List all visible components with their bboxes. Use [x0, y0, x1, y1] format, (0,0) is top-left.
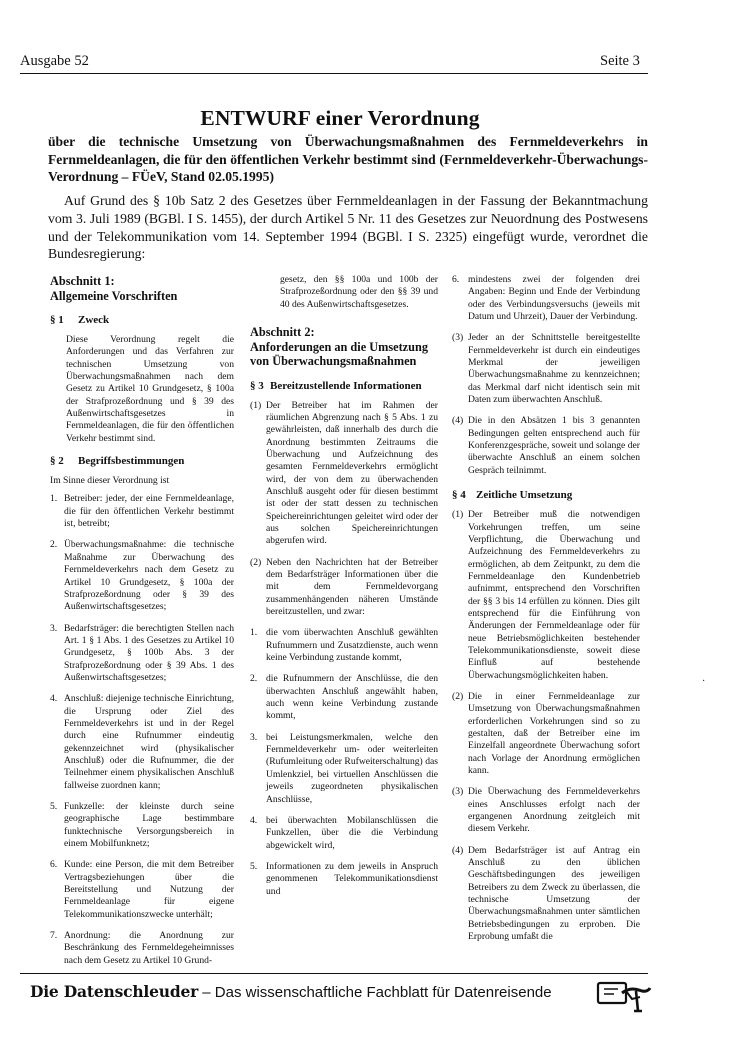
subsection-number: (3) — [452, 786, 464, 798]
item-number: 6. — [50, 859, 58, 871]
subsection-3 — [452, 786, 640, 835]
item-number: 7. — [50, 930, 58, 942]
ccc-chaosknoten-icon — [596, 977, 652, 1022]
subsection-text: Die Überwachung des Fernmeldeverkehrs eines Anschlusses erfolgt nach der ergangenen Anordnung zeitgleich mit diesem Verkehr. — [468, 786, 640, 835]
preamble: Auf Grund des § 10b Satz 2 des Gesetzes über Fernmeldeanlagen in der Fassung der Bekanntmachung vom 3. Juli 1989 (BGBl. I S. 1455), der durch Artikel 5 Nr. 11 des Gesetzes zur Neuordnung des Postwesens und der Telekommunikation vom 14. September 1994 (BGBl. I S. 2325) eingefügt wurde, verordnet die Bundesregierung: — [48, 193, 648, 262]
paragraph-title: Bereitzustellende Informationen — [270, 379, 422, 392]
item-text: bei überwachten Mobilanschlüssen die Funkzellen, über die die Verbindung abgewickelt wird, — [266, 814, 438, 851]
paragraph-title: Zeitliche Umsetzung — [476, 489, 573, 502]
item-number: 6. — [452, 274, 460, 285]
list-item — [250, 861, 438, 898]
list-item — [50, 801, 234, 850]
item-text: die vom überwachten Anschluß gewählten Rufnummern und Zusatzdienste, auch wenn keine Verbindung zustande kommt, — [266, 627, 438, 664]
list-item — [250, 732, 438, 806]
item-number: 4. — [50, 693, 58, 705]
subsection-number: (2) — [452, 690, 464, 702]
subsection-text: Jeder an der Schnittstelle bereitgestellte Fernmeldeverkehr ist durch ein eindeutiges Merkmal der jeweiligen Überwachungsmaßnahme zu kennzeichnen; das Merkmal darf nicht identisch sein mit Daten zum überwachten Anschluß. — [468, 332, 640, 406]
item-text: Anschluß: diejenige technische Einrichtung, die Ursprung oder Ziel des Fernmeldeverkehrs ist und in der Regel durch eine Rufnummer eindeutig gekennzeichnet wird (physikalischer Anschluß) oder die Rufnummer, die der Teilnehmer einem physikalischen Anschluß fallweise zuordnen kann; — [64, 693, 234, 791]
subsection-text: Dem Bedarfsträger ist auf Antrag ein Anschluß zu den üblichen Geschäftsbedingungen des jeweiligen Betreibers zu dem Zweck zu überlassen, die technische Umsetzung der Überwachungsmaßnahmen unter sämtlichen Betriebsbedingungen zu erproben. Die Erprobung umfaßt die — [468, 844, 640, 943]
paragraph-number: § 4 — [452, 489, 466, 502]
item-number: 3. — [250, 731, 258, 743]
list-item — [50, 493, 234, 530]
subsection-text: Der Betreiber hat im Rahmen der räumlichen Abgrenzung nach § 5 Abs. 1 zu gewährleisten, daß innerhalb des durch die Anordnung bestimmten Zeitraums die Überwachung und Aufzeichnung des gesamten Fernmeldeverkehrs ermöglicht wird, der von dem zu überwachenden Anschluß ausgeht oder für diesen bestimmt ist oder der statt dessen zu technischen Speichereinrichtungen geleitet wird oder der aus solchen Speichereinrichtungen abgerufen wird. — [266, 399, 438, 547]
item-number: 2. — [250, 673, 258, 685]
margin-mark: · — [702, 676, 706, 687]
section-2-heading — [250, 325, 438, 369]
footer-tagline: – Das wissenschaftliche Fachblatt für Datenreisende — [198, 984, 552, 1001]
paragraph-title: Begriffsbestimmungen — [78, 455, 185, 468]
paragraph-number: § 1 — [50, 314, 64, 326]
subsection-number: (4) — [452, 415, 464, 427]
item-number: 3. — [50, 622, 58, 634]
item-text: mindestens zwei der folgenden drei Angaben: Beginn und Ende der Verbindung oder des Verbindungsversuchs (jeweils mit Datum und Uhrzeit), Dauer der Verbindung. — [468, 274, 640, 323]
paragraph-4-heading — [452, 489, 640, 502]
paragraph-2-lead: Im Sinne dieser Verordnung ist — [50, 475, 170, 487]
subsection-text: Der Betreiber muß die notwendigen Vorkehrungen treffen, um seine Verpflichtung, die Überwachung und Aufzeichnung des Fernmeldeverkehrs zu ermöglichen, ab dem Zeitpunkt, zu dem die Fernmeldeanlage den Kundenbetrieb aufnimmt, entsprechend den Vorschriften der §§ 3 bis 14 erfüllen zu können. Dies gilt entsprechend für die Einführung von Änderungen der Fernmeldeanlage oder für neue Betriebsmöglichkeiten bestehender Telekommunikationsdienste, soweit diese Einfluß auf bestehende Überwachungsmöglichkeiten haben. — [468, 509, 640, 681]
list-item — [50, 859, 234, 921]
section-2-number: Abschnitt 2: — [250, 325, 315, 340]
subsection-text: Die in den Absätzen 1 bis 3 genannten Bedingungen gelten entsprechend auch für Konferenzgespräche, soweit und solange der überwachte Anschluß an einem solchen Gespräch teilnimmt. — [468, 415, 640, 476]
column-3 — [452, 274, 640, 953]
list-item — [250, 815, 438, 852]
subsection-1 — [250, 400, 438, 548]
item-number: 2. — [50, 539, 58, 551]
item-text: Informationen zu dem jeweils in Anspruch genommenen Telekommunikationsdienst und — [266, 860, 438, 897]
subsection-2 — [250, 557, 438, 619]
subsection-3 — [452, 332, 640, 406]
paragraph-title: Zweck — [78, 314, 110, 326]
subsection-number: (3) — [452, 332, 464, 344]
list-item — [50, 539, 234, 613]
paragraph-1-heading — [50, 314, 234, 327]
subsection-4 — [452, 845, 640, 944]
paragraph-2-heading — [50, 455, 234, 468]
edition-label: Ausgabe 52 — [20, 53, 89, 69]
document-subtitle: über die technische Umsetzung von Überwachungsmaßnahmen des Fernmeldeverkehrs in Fernmeldeanlagen, die für den öffentlichen Verkehr bestimmt sind (Fernmeldeverkehr-Überwachungs-Verordnung – FÜeV, Stand 02.05.1995) — [48, 134, 648, 184]
list-item — [50, 930, 234, 967]
list-item — [250, 673, 438, 722]
section-1-number: Abschnitt 1: — [50, 274, 115, 288]
document-title: ENTWURF einer Verordnung — [200, 106, 480, 130]
page-number: Seite 3 — [600, 53, 640, 69]
subsection-number: (1) — [250, 399, 262, 411]
definitions-list — [50, 493, 234, 967]
footer — [30, 982, 552, 1002]
item-number: 5. — [50, 801, 58, 812]
paragraph-number: § 3 — [250, 379, 264, 392]
paragraph-number: § 2 — [50, 455, 64, 468]
list-item — [452, 274, 640, 323]
item-number: 4. — [250, 814, 258, 826]
item-text: Betreiber: jeder, der eine Fernmeldeanlage, die für den öffentlichen Verkehr bestimmt ist, betreibt; — [64, 493, 234, 530]
section-1-title: Allgemeine Vorschriften — [50, 288, 178, 303]
list-item — [50, 623, 234, 685]
logo-graphic — [596, 977, 652, 1017]
subsection-text: Neben den Nachrichten hat der Betreiber dem Bedarfsträger Informationen über die mit dem Fernmeldevorgang zusammenhängenden näheren Umstände bereitzustellen, und zwar: — [266, 556, 438, 618]
section-1-heading — [50, 274, 234, 303]
item-text: die Rufnummern der Anschlüsse, die den überwachten Anschluß angewählt haben, auch wenn keine Verbindung zustande kommt, — [266, 673, 438, 722]
column-1 — [50, 274, 234, 976]
subsection-4 — [452, 415, 640, 477]
section-2-title: Anforderungen an die Umsetzung von Überwachungsmaßnahmen — [250, 339, 428, 369]
footer-rule — [20, 973, 648, 974]
item-text: Überwachungsmaßnahme: die technische Maßnahme zur Überwachung des Fernmeldeverkehrs nach dem Gesetz zu Artikel 10 Grundgesetz, § 100a der Strafprozeßordnung oder § 39 des Außenwirtschaftsgesetzes; — [64, 539, 234, 613]
paragraph-3-heading — [250, 380, 438, 393]
subsection-1 — [452, 509, 640, 682]
item-number: 1. — [50, 493, 58, 505]
subsection-2 — [452, 691, 640, 777]
subsection-text: Die in einer Fernmeldeanlage zur Umsetzung von Überwachungsmaßnahmen erforderlichen Vorkehrungen sind so zu gestalten, daß der Betreiber eine im Einzelfall angeordnete Überwachung sofort nach Vorlage der Anordnung ermöglichen kann. — [468, 690, 640, 777]
continued-text: gesetz, den §§ 100a und 100b der Strafprozeßordnung oder den §§ 39 und 40 des Außenwirtschaftsgesetzes. — [280, 274, 438, 310]
item-text: Kunde: eine Person, die mit dem Betreiber Vertragsbeziehungen über die Bereitstellung und Nutzung der Fernmeldeanlage für eigene Telekommunikationszwecke unterhält; — [64, 859, 234, 920]
subsection-number: (1) — [452, 509, 464, 521]
item-text: Funkzelle: der kleinste durch seine geographische Lage bestimmbare funktechnische Versorgungsbereich in einem Mobilfunknetz; — [64, 801, 234, 850]
item-number: 1. — [250, 627, 258, 639]
paragraph-1-text: Diese Verordnung regelt die Anforderungen und das Verfahren zur technischen Umsetzung von Überwachungsmaßnahmen nach dem Gesetz zu Artikel 10 Grundgesetz, § 100a der Strafprozeßordnung und § 39 des Außenwirtschaftsgesetzes in Fernmeldeanlagen, die für den öffentlichen Verkehr bestimmt sind. — [66, 334, 234, 444]
item-text: Anordnung: die Anordnung zur Beschränkung des Fernmeldegeheimnisses nach dem Gesetz zu Artikel 10 Grund- — [64, 930, 234, 966]
column-2 — [250, 274, 438, 907]
item-text: bei Leistungsmerkmalen, welche den Fernmeldeverkehr um- oder weiterleiten (Rufumleitung oder Rufweiterschaltung) das Umlenkziel, bei virtuellen Anschlüssen die jeweils zugeordneten physikalischen Anschlüsse, — [266, 731, 438, 805]
item-text: Bedarfsträger: die berechtigten Stellen nach Art. 1 § 1 Abs. 1 des Gesetzes zu Artikel 10 Grundgesetz, § 100b Abs. 3 der Strafprozeßordnung oder § 39 Abs. 1 des Außenwirtschaftsgesetzes; — [64, 622, 234, 683]
header-rule — [20, 73, 648, 74]
list-item — [50, 693, 234, 792]
information-list — [250, 627, 438, 898]
footer-brand: Die Datenschleuder — [30, 982, 199, 1001]
item-number: 5. — [250, 860, 258, 872]
subsection-number: (2) — [250, 556, 262, 568]
subsection-number: (4) — [452, 844, 464, 856]
list-item — [250, 627, 438, 664]
